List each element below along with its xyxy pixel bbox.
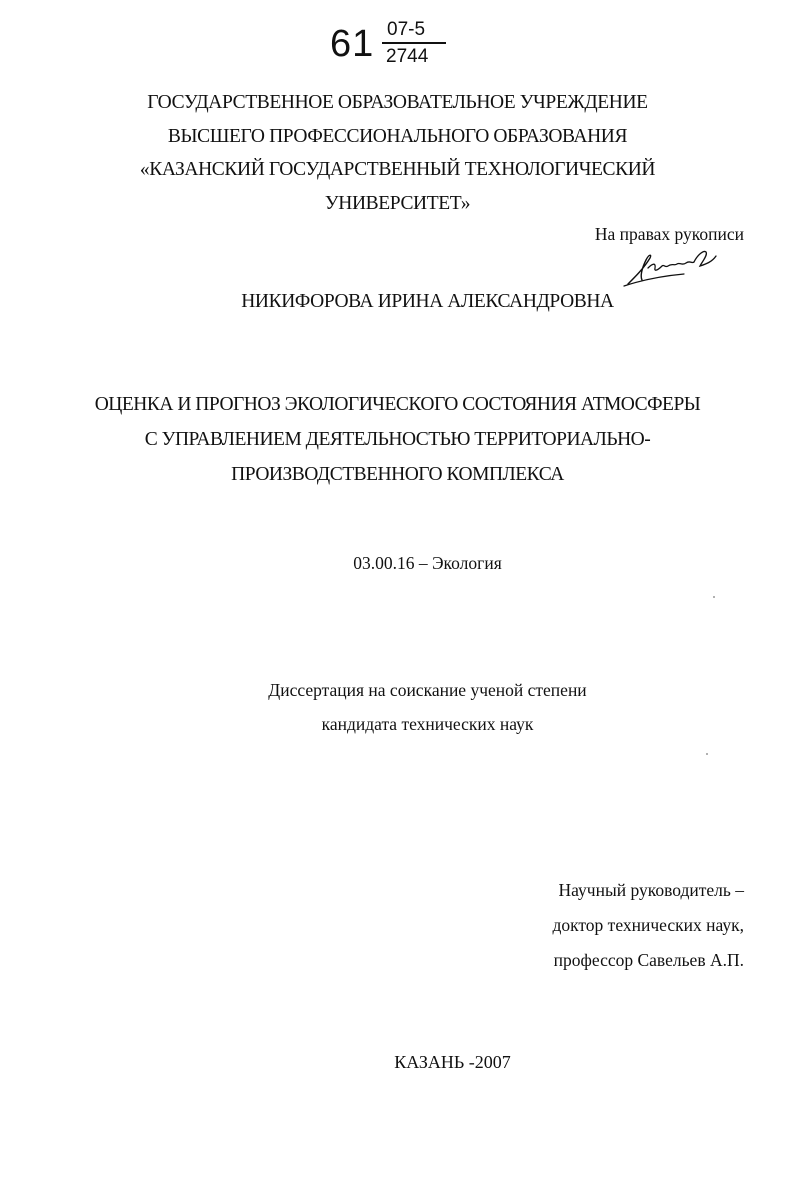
degree-statement — [30, 673, 795, 741]
institution-line: ГОСУДАРСТВЕННОЕ ОБРАЗОВАТЕЛЬНОЕ УЧРЕЖДЕНИЕ — [147, 92, 648, 113]
stamp-numerator: 07-5 — [387, 19, 426, 40]
degree-line: Диссертация на соискание ученой степени — [268, 680, 587, 700]
specialty-code: 03.00.16 – Экология — [353, 553, 502, 573]
institution-line: УНИВЕРСИТЕТ» — [324, 192, 471, 214]
degree-line: кандидата технических наук — [321, 714, 534, 734]
manuscript-note: На правах рукописи — [594, 224, 744, 244]
city-year: КАЗАНЬ -2007 — [394, 1052, 511, 1072]
supervisor-line: профессор Савельев А.П. — [553, 950, 744, 970]
scan-speck — [713, 596, 715, 598]
institution-name — [0, 86, 795, 220]
signature-icon — [622, 246, 722, 290]
title-line: С УПРАВЛЕНИЕМ ДЕЯТЕЛЬНОСТЬЮ ТЕРРИТОРИАЛЬНО- — [144, 429, 651, 450]
institution-line: «КАЗАНСКИЙ ГОСУДАРСТВЕННЫЙ ТЕХНОЛОГИЧЕСКИЙ — [139, 159, 656, 180]
scan-speck — [706, 753, 708, 755]
author-name: НИКИФОРОВА ИРИНА АЛЕКСАНДРОВНА — [241, 291, 614, 312]
institution-line: ВЫСШЕГО ПРОФЕССИОНАЛЬНОГО ОБРАЗОВАНИЯ — [167, 125, 628, 147]
stamp-denominator: 2744 — [386, 46, 429, 67]
title-line: ОЦЕНКА И ПРОГНОЗ ЭКОЛОГИЧЕСКОГО СОСТОЯНИЯ АТМОСФЕРЫ — [94, 394, 701, 415]
supervisor-line: Научный руководитель – — [558, 880, 744, 900]
stamp-fraction-line — [382, 42, 446, 44]
dissertation-title — [0, 387, 795, 492]
supervisor-block — [552, 873, 744, 978]
title-line: ПРОИЗВОДСТВЕННОГО КОМПЛЕКСА — [231, 464, 564, 485]
stamp-prefix: 61 — [330, 23, 375, 65]
library-stamp — [330, 18, 460, 78]
supervisor-line: доктор технических наук, — [552, 915, 744, 935]
